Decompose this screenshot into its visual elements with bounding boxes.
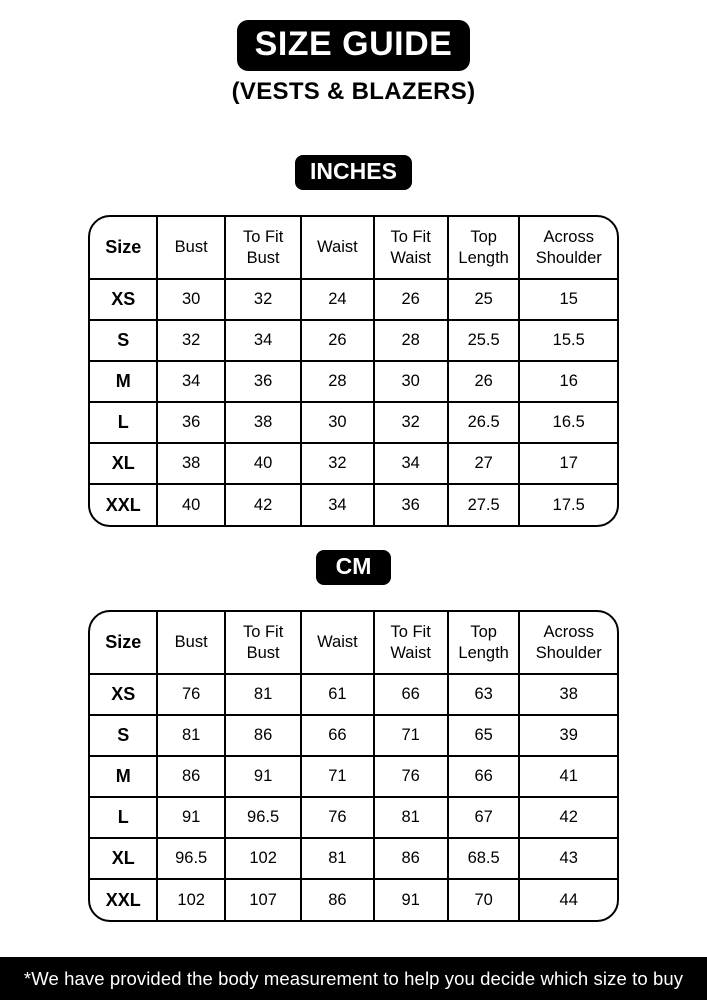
value-cell: 28: [301, 361, 373, 402]
value-cell: 96.5: [225, 797, 301, 838]
inches-size-table: [88, 215, 619, 527]
value-cell: 43: [519, 838, 617, 879]
table-row: [90, 484, 617, 525]
value-cell: 66: [301, 715, 373, 756]
value-cell: 36: [225, 361, 301, 402]
column-header-to-fit-bust: To Fit Bust: [225, 612, 301, 674]
column-header-size: Size: [90, 217, 157, 279]
table-row: [90, 320, 617, 361]
column-header-to-fit-bust: To Fit Bust: [225, 217, 301, 279]
inches-section-label-wrap: [0, 155, 707, 190]
value-cell: 16: [519, 361, 617, 402]
footnote-bar: [0, 957, 707, 1000]
value-cell: 25: [448, 279, 520, 320]
value-cell: 42: [225, 484, 301, 525]
column-header-across-shoulder: Across Shoulder: [519, 217, 617, 279]
value-cell: 76: [374, 756, 448, 797]
value-cell: 81: [374, 797, 448, 838]
value-cell: 61: [301, 674, 373, 715]
page-header: [0, 0, 707, 106]
value-cell: 36: [157, 402, 224, 443]
value-cell: 30: [374, 361, 448, 402]
value-cell: 66: [374, 674, 448, 715]
column-header-size: Size: [90, 612, 157, 674]
cm-badge: CM: [316, 550, 391, 585]
table-row: [90, 402, 617, 443]
value-cell: 86: [225, 715, 301, 756]
value-cell: 81: [225, 674, 301, 715]
value-cell: 42: [519, 797, 617, 838]
value-cell: 86: [301, 879, 373, 920]
page-title: SIZE GUIDE: [237, 20, 471, 71]
size-cell: XXL: [90, 484, 157, 525]
value-cell: 32: [157, 320, 224, 361]
value-cell: 41: [519, 756, 617, 797]
value-cell: 16.5: [519, 402, 617, 443]
value-cell: 91: [374, 879, 448, 920]
value-cell: 17.5: [552, 495, 585, 514]
size-cell: M: [90, 361, 157, 402]
value-cell: 39: [519, 715, 617, 756]
value-cell: 27.5: [448, 484, 520, 525]
column-header-bust: Bust: [157, 612, 224, 674]
value-cell: 81: [157, 715, 224, 756]
column-header-across-shoulder: Across Shoulder: [519, 612, 617, 674]
value-cell: 25.5: [448, 320, 520, 361]
value-cell: 66: [448, 756, 520, 797]
size-cell: S: [90, 715, 157, 756]
table-row: [90, 756, 617, 797]
value-cell: 102: [225, 838, 301, 879]
page-subtitle: (VESTS & BLAZERS): [231, 78, 476, 105]
column-header-top-length: Top Length: [448, 217, 520, 279]
value-cell: 40: [225, 443, 301, 484]
value-cell: 70: [448, 879, 520, 920]
value-cell: 40: [157, 484, 224, 525]
value-cell: 38: [157, 443, 224, 484]
column-header-to-fit-waist: To Fit Waist: [374, 612, 448, 674]
value-cell: 91: [157, 797, 224, 838]
size-cell: XS: [90, 674, 157, 715]
value-cell: 68.5: [448, 838, 520, 879]
value-cell: 67: [448, 797, 520, 838]
value-cell: 38: [519, 674, 617, 715]
column-header-bust: Bust: [157, 217, 224, 279]
value-cell: 15.5: [519, 320, 617, 361]
value-cell: 91: [225, 756, 301, 797]
size-cell: L: [90, 402, 157, 443]
table-row: [90, 279, 617, 320]
value-cell: 81: [301, 838, 373, 879]
value-cell: 107: [225, 879, 301, 920]
cm-size-table: [88, 610, 619, 922]
value-cell: 34: [301, 484, 373, 525]
value-cell: 30: [157, 279, 224, 320]
table-row: [90, 879, 617, 920]
table-row: [90, 361, 617, 402]
value-cell: 24: [301, 279, 373, 320]
value-cell: 44: [559, 890, 578, 909]
value-cell: 26: [448, 361, 520, 402]
value-cell: 65: [448, 715, 520, 756]
value-cell: 26: [374, 279, 448, 320]
table-row: [90, 797, 617, 838]
value-cell: 32: [301, 443, 373, 484]
size-cell: L: [90, 797, 157, 838]
value-cell: 26.5: [448, 402, 520, 443]
value-cell: 38: [225, 402, 301, 443]
value-cell: 96.5: [157, 838, 224, 879]
cm-section-label-wrap: [0, 550, 707, 585]
value-cell: 76: [301, 797, 373, 838]
size-cell: XL: [90, 838, 157, 879]
column-header-to-fit-waist: To Fit Waist: [374, 217, 448, 279]
size-cell: M: [90, 756, 157, 797]
value-cell: 63: [448, 674, 520, 715]
table-header-row: [90, 612, 617, 674]
value-cell: 76: [157, 674, 224, 715]
value-cell: 32: [374, 402, 448, 443]
value-cell: 34: [374, 443, 448, 484]
value-cell: 32: [225, 279, 301, 320]
value-cell: 86: [374, 838, 448, 879]
value-cell: 17: [519, 443, 617, 484]
size-cell: XXL: [90, 879, 157, 920]
footnote-text: *We have provided the body measurement to help you decide which size to buy: [23, 967, 684, 989]
value-cell: 102: [157, 879, 224, 920]
value-cell: 34: [225, 320, 301, 361]
column-header-waist: Waist: [301, 612, 373, 674]
value-cell: 71: [301, 756, 373, 797]
table-row: [90, 838, 617, 879]
inches-badge: INCHES: [295, 155, 412, 190]
value-cell: 15: [519, 279, 617, 320]
size-cell: XL: [90, 443, 157, 484]
table-row: [90, 715, 617, 756]
column-header-waist: Waist: [301, 217, 373, 279]
value-cell: 27: [448, 443, 520, 484]
value-cell: 36: [374, 484, 448, 525]
value-cell: 26: [301, 320, 373, 361]
value-cell: 28: [374, 320, 448, 361]
column-header-top-length: Top Length: [448, 612, 520, 674]
size-cell: S: [90, 320, 157, 361]
value-cell: 34: [157, 361, 224, 402]
value-cell: 30: [301, 402, 373, 443]
table-header-row: [90, 217, 617, 279]
value-cell: 86: [157, 756, 224, 797]
value-cell: 71: [374, 715, 448, 756]
table-row: [90, 443, 617, 484]
size-cell: XS: [90, 279, 157, 320]
table-row: [90, 674, 617, 715]
